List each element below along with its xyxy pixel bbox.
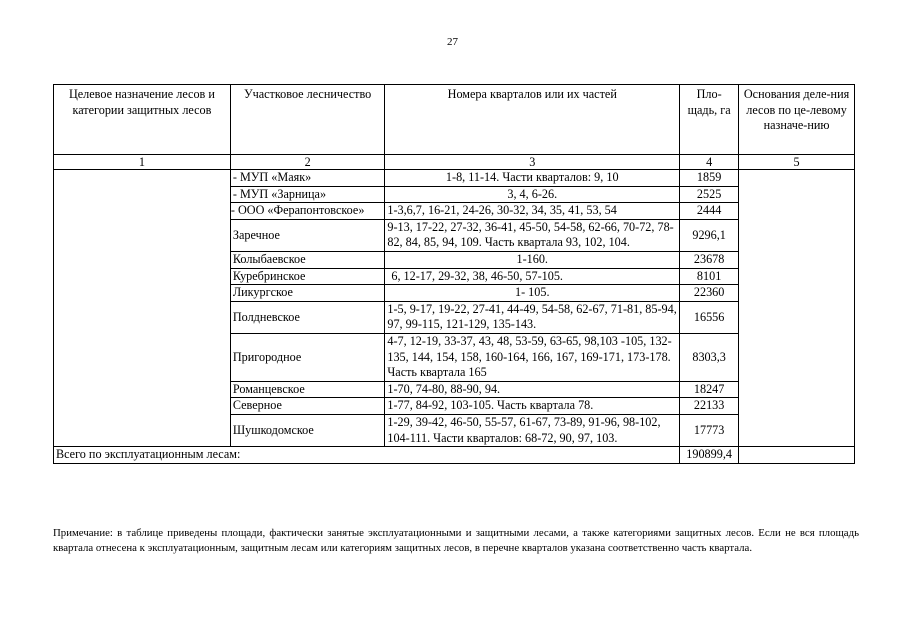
table-row bbox=[54, 170, 855, 187]
area-cell: 22360 bbox=[680, 285, 739, 302]
lesnichestvo-cell: - МУП «Зарница» bbox=[230, 186, 385, 203]
lesnichestvo-cell: Северное bbox=[230, 398, 385, 415]
area-cell: 18247 bbox=[680, 381, 739, 398]
lesnichestvo-cell: Полдневское bbox=[230, 301, 385, 333]
purpose-cell bbox=[54, 170, 231, 447]
column-number: 1 bbox=[54, 155, 231, 170]
column-number: 2 bbox=[230, 155, 385, 170]
area-cell: 8101 bbox=[680, 268, 739, 285]
quarters-cell: 6, 12-17, 29-32, 38, 46-50, 57-105. bbox=[385, 268, 680, 285]
quarters-cell: 9-13, 17-22, 27-32, 36-41, 45-50, 54-58, 62-66, 70-72, 78-82, 84, 85, 94, 109. Часть квартала 93, 102, 104. bbox=[385, 219, 680, 251]
column-number: 4 bbox=[680, 155, 739, 170]
lesnichestvo-cell: Пригородное bbox=[230, 333, 385, 381]
lesnichestvo-cell: Заречное bbox=[230, 219, 385, 251]
quarters-cell: 1-8, 11-14. Части кварталов: 9, 10 bbox=[385, 170, 680, 187]
total-area: 190899,4 bbox=[680, 447, 739, 464]
quarters-cell: 1-29, 39-42, 46-50, 55-57, 61-67, 73-89, 91-96, 98-102, 104-111. Части кварталов: 68-72, 90, 97, 103. bbox=[385, 414, 680, 446]
lesnichestvo-cell: Шушкодомское bbox=[230, 414, 385, 446]
quarters-cell: 1-77, 84-92, 103-105. Часть квартала 78. bbox=[385, 398, 680, 415]
quarters-cell: 3, 4, 6-26. bbox=[385, 186, 680, 203]
table-note: Примечание: в таблице приведены площади, фактически занятые эксплуатационными и защитными лесами, а также категориями защитных лесов. Если не вся площадь квартала отнесена к эксплуатационным, защитным лесам или категориям защитных лесов, в перечне кварталов указана соответственно часть квартала. bbox=[53, 527, 859, 555]
column-number: 5 bbox=[739, 155, 855, 170]
area-cell: 22133 bbox=[680, 398, 739, 415]
header-lesnichestvo: Участковое лесничество bbox=[230, 85, 385, 155]
lesnichestvo-cell: Куребринское bbox=[230, 268, 385, 285]
lesnichestvo-cell: Романцевское bbox=[230, 381, 385, 398]
quarters-cell: 4-7, 12-19, 33-37, 43, 48, 53-59, 63-65, 98,103 -105, 132-135, 144, 154, 158, 160-164, 166, 167, 169-171, 173-178. Часть квартала 165 bbox=[385, 333, 680, 381]
total-row bbox=[54, 447, 855, 464]
lesnichestvo-cell: Ликургское bbox=[230, 285, 385, 302]
area-cell: 16556 bbox=[680, 301, 739, 333]
area-cell: 2444 bbox=[680, 203, 739, 220]
quarters-cell: 1- 105. bbox=[385, 285, 680, 302]
lesnichestvo-cell: Колыбаевское bbox=[230, 251, 385, 268]
column-number: 3 bbox=[385, 155, 680, 170]
quarters-cell: 1-5, 9-17, 19-22, 27-41, 44-49, 54-58, 62-67, 71-81, 85-94, 97, 99-115, 121-129, 135-143. bbox=[385, 301, 680, 333]
forest-quarters-table bbox=[53, 84, 855, 464]
column-number-row bbox=[54, 155, 855, 170]
header-basis: Основания деле-ния лесов по це-левому назначе-нию bbox=[739, 85, 855, 155]
area-cell: 9296,1 bbox=[680, 219, 739, 251]
quarters-cell: 1-70, 74-80, 88-90, 94. bbox=[385, 381, 680, 398]
quarters-cell: 1-3,6,7, 16-21, 24-26, 30-32, 34, 35, 41, 53, 54 bbox=[385, 203, 680, 220]
area-cell: 23678 bbox=[680, 251, 739, 268]
header-area: Пло-щадь, га bbox=[680, 85, 739, 155]
total-basis-cell bbox=[739, 447, 855, 464]
area-cell: 1859 bbox=[680, 170, 739, 187]
basis-cell bbox=[739, 170, 855, 447]
header-quarters: Номера кварталов или их частей bbox=[385, 85, 680, 155]
page-number: 27 bbox=[447, 36, 458, 48]
lesnichestvo-cell: - ООО «Ферапонтовское» bbox=[230, 203, 385, 220]
area-cell: 17773 bbox=[680, 414, 739, 446]
lesnichestvo-cell: - МУП «Маяк» bbox=[230, 170, 385, 187]
total-label: Всего по эксплуатационным лесам: bbox=[54, 447, 680, 464]
area-cell: 8303,3 bbox=[680, 333, 739, 381]
header-purpose: Целевое назначение лесов и категории защитных лесов bbox=[54, 85, 231, 155]
area-cell: 2525 bbox=[680, 186, 739, 203]
quarters-cell: 1-160. bbox=[385, 251, 680, 268]
